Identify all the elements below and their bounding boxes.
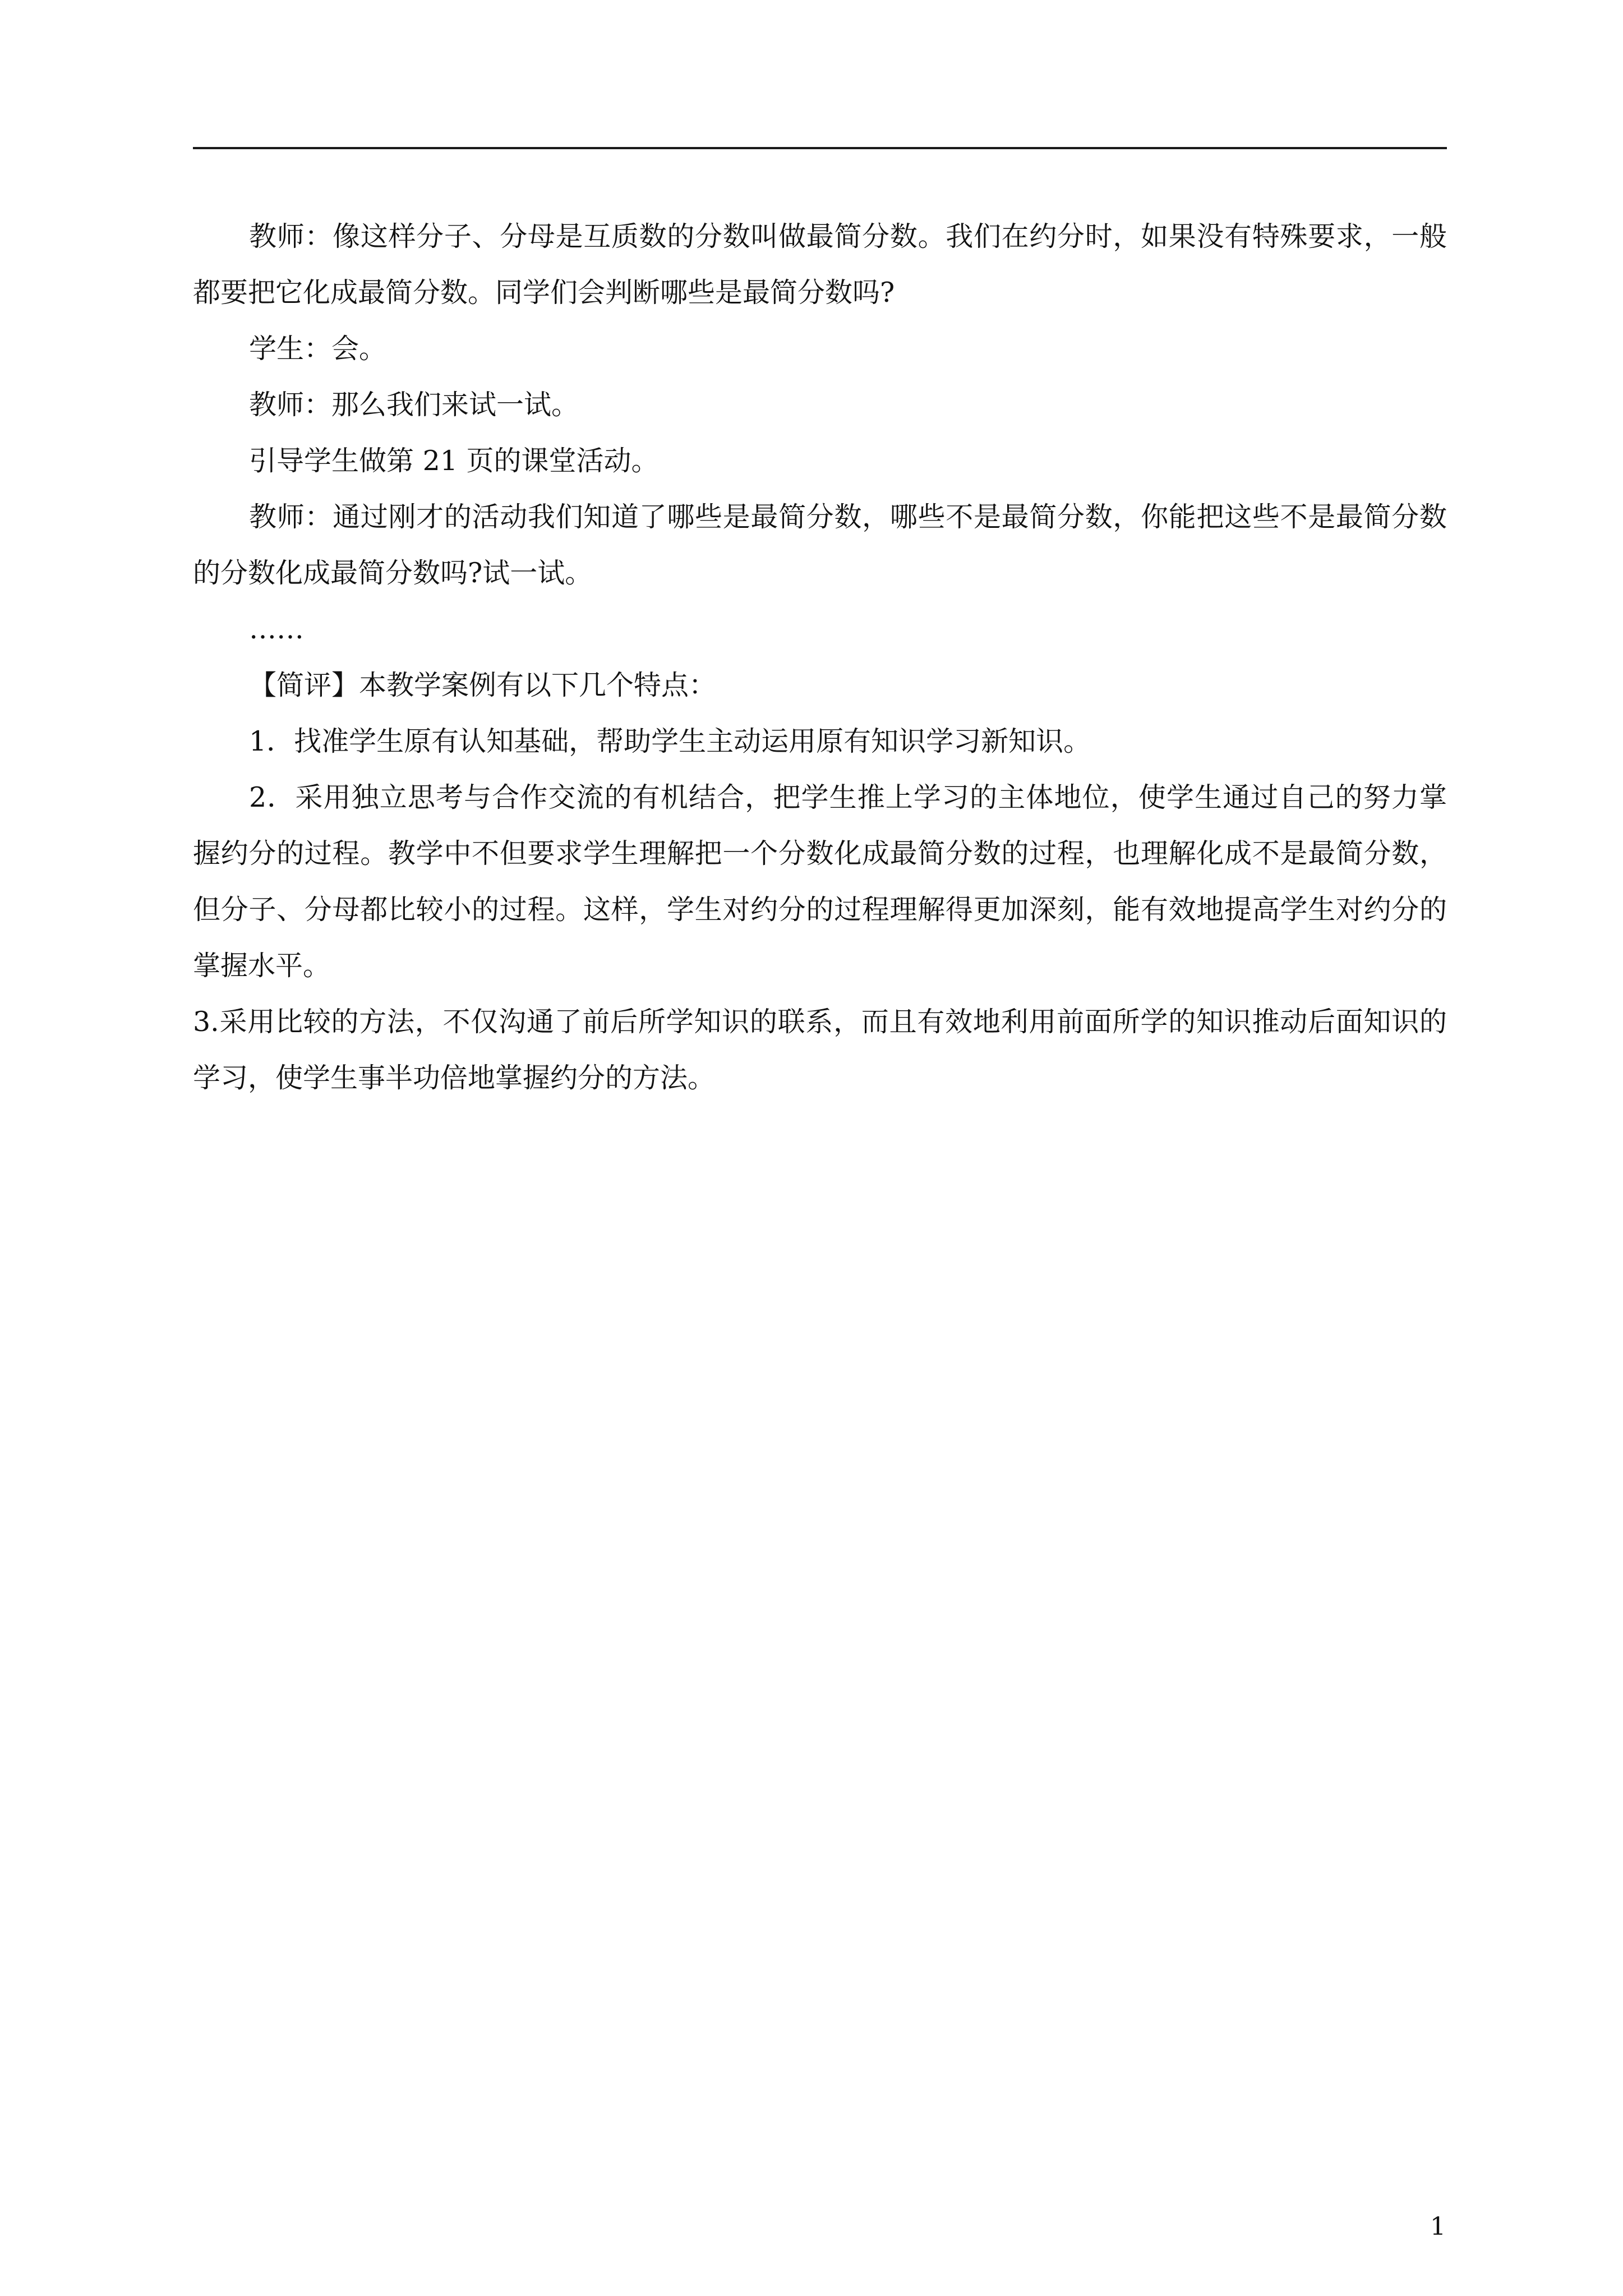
paragraph-teacher-question: 教师：通过刚才的活动我们知道了哪些是最简分数，哪些不是最简分数，你能把这些不是最简分数的分数化成最简分数吗?试一试。 — [193, 501, 1447, 589]
page-number: 1 — [1430, 2212, 1446, 2241]
paragraph-point-2: 2．采用独立思考与合作交流的有机结合，把学生推上学习的主体地位，使学生通过自己的努力掌握约分的过程。教学中不但要求学生理解把一个分数化成最简分数的过程，也理解化成不是最简分数，但分子、分母都比较小的过程。这样，学生对约分的过程理解得更加深刻，能有效地提高学生对约分的掌握水平。 — [193, 781, 1447, 982]
paragraph-review-heading: 【简评】本教学案例有以下几个特点： — [249, 669, 717, 701]
paragraph-point-3: 3.采用比较的方法，不仅沟通了前后所学知识的联系，而且有效地利用前面所学的知识推动后面知识的学习，使学生事半功倍地掌握约分的方法。 — [193, 1006, 1447, 1094]
paragraph-teacher-definition: 教师：像这样分子、分母是互质数的分数叫做最简分数。我们在约分时，如果没有特殊要求，一般都要把它化成最简分数。同学们会判断哪些是最简分数吗? — [193, 220, 1447, 309]
paragraph-class-activity: 引导学生做第 21 页的课堂活动。 — [249, 445, 659, 477]
paragraph-ellipsis: …… — [249, 613, 304, 645]
paragraph-point-1: 1．找准学生原有认知基础，帮助学生主动运用原有知识学习新知识。 — [249, 725, 1091, 757]
header-rule — [193, 147, 1447, 149]
paragraph-student-reply: 学生：会。 — [249, 333, 387, 365]
paragraph-teacher-try: 教师：那么我们来试一试。 — [249, 389, 579, 421]
document-body — [193, 209, 1447, 1106]
